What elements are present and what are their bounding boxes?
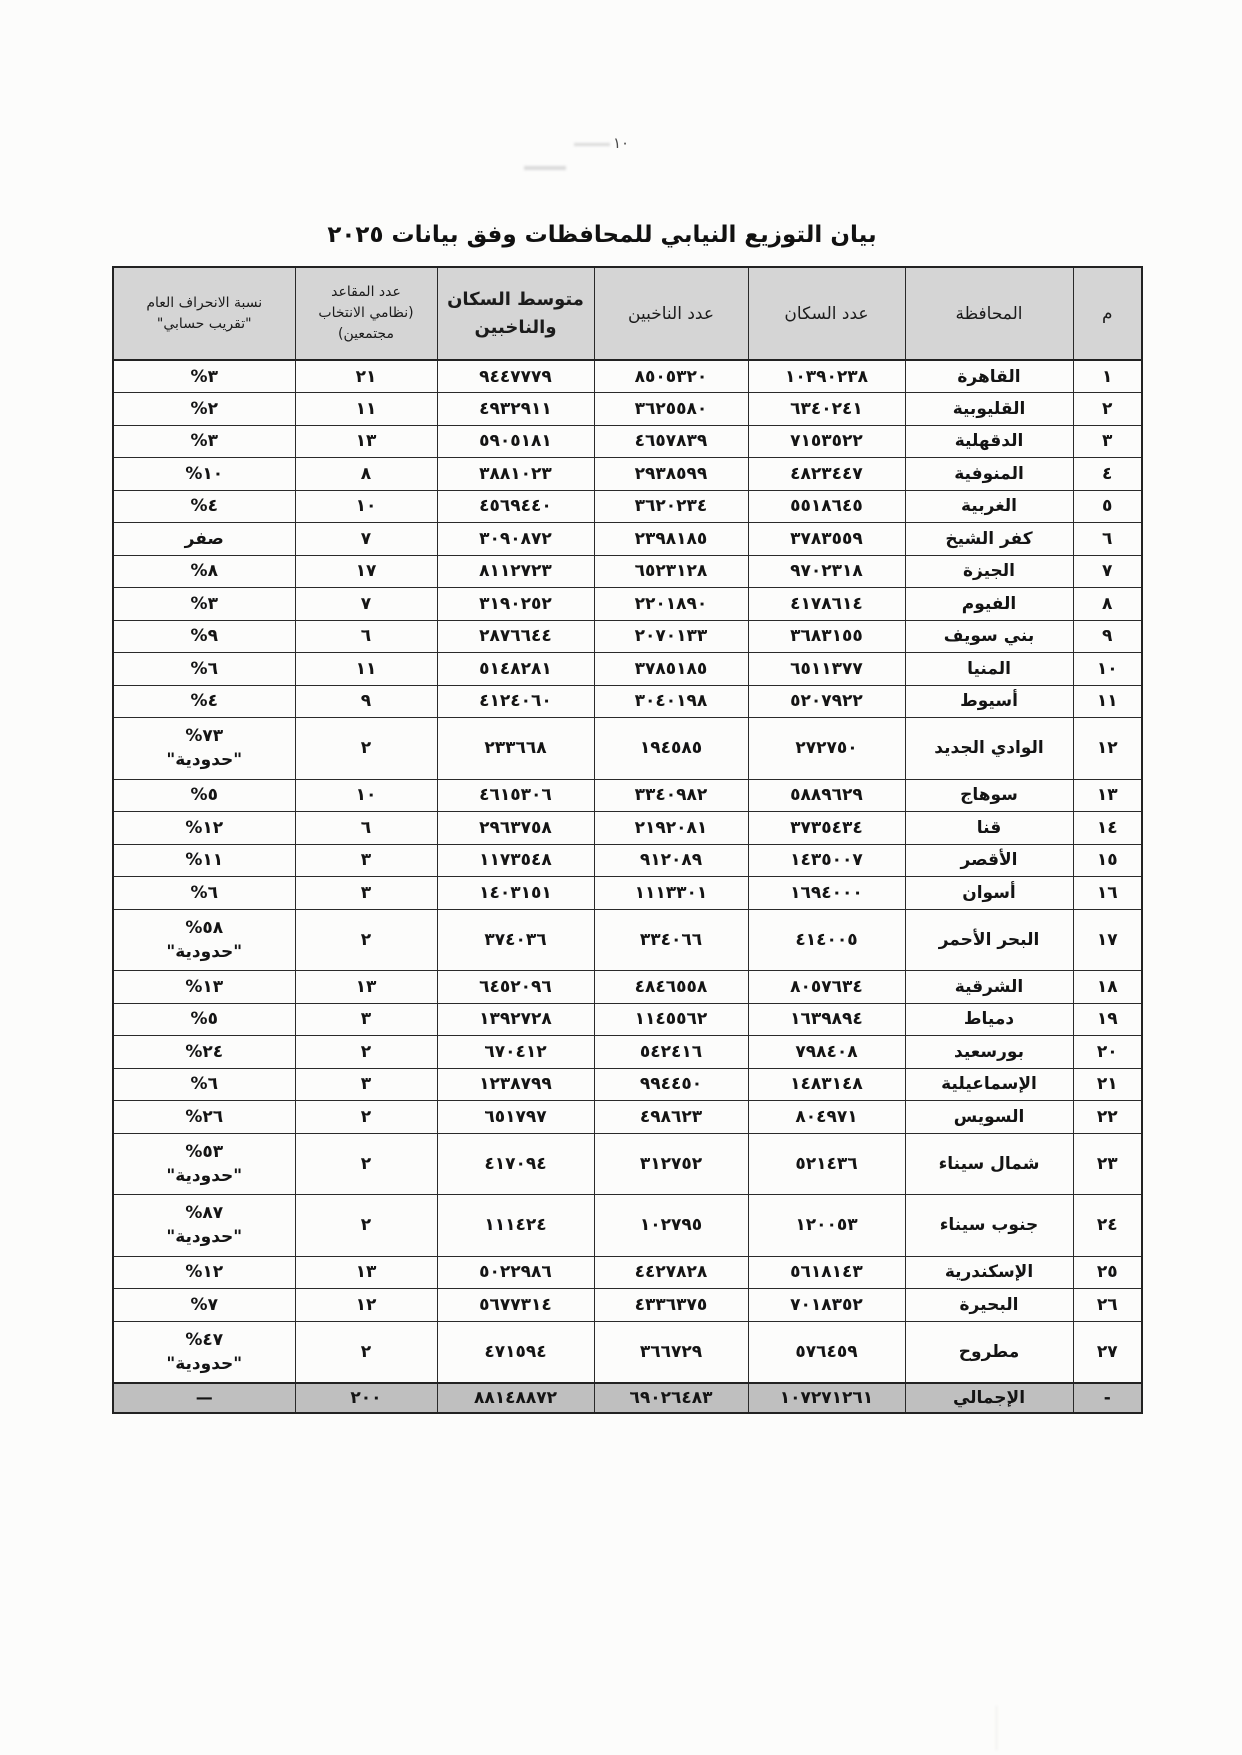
row-number-cell: ١٣ (1073, 779, 1142, 812)
average-cell: ٤١٢٤٠٦٠ (437, 685, 594, 718)
seats-cell: ٢ (295, 718, 437, 780)
voters-cell: ١١٤٥٥٦٢ (594, 1003, 748, 1036)
population-cell: ٧١٥٣٥٢٢ (748, 425, 905, 458)
voters-cell: ٢٠٧٠١٣٣ (594, 620, 748, 653)
table-row (113, 877, 1142, 910)
average-cell: ٢٣٣٦٦٨ (437, 718, 594, 780)
row-number-cell: ١٠ (1073, 653, 1142, 686)
row-number-cell: ١٥ (1073, 844, 1142, 877)
table-body (113, 360, 1142, 1413)
average-cell: ٤٥٦٩٤٤٠ (437, 490, 594, 523)
seats-cell: ٣ (295, 1003, 437, 1036)
average-cell: ٤٧١٥٩٤ (437, 1321, 594, 1383)
document-title: بيان التوزيع النيابي للمحافظات وفق بيانات ٢٠٢٥ (327, 222, 877, 248)
deviation-cell (113, 1321, 295, 1383)
table-row (113, 909, 1142, 971)
deviation-cell: ٤% (113, 685, 295, 718)
header-average (437, 267, 594, 360)
table-row (113, 1256, 1142, 1289)
voters-cell: ٦٩٠٢٦٤٨٣ (594, 1383, 748, 1413)
row-number-cell: ٦ (1073, 523, 1142, 556)
header-average-line: متوسط السكان (447, 288, 584, 310)
deviation-value: ٥٣% (185, 1141, 224, 1162)
average-cell: ٢٨٧٦٦٤٤ (437, 620, 594, 653)
governorate-cell: بورسعيد (905, 1036, 1073, 1069)
deviation-cell: ٥% (113, 1003, 295, 1036)
population-cell: ٨٠٤٩٧١ (748, 1101, 905, 1134)
table-row (113, 812, 1142, 845)
table-row (113, 490, 1142, 523)
average-cell: ٥١٤٨٢٨١ (437, 653, 594, 686)
deviation-cell: ٢% (113, 393, 295, 426)
population-cell: ٥٥١٨٦٤٥ (748, 490, 905, 523)
deviation-cell: ١١% (113, 844, 295, 877)
average-cell: ١٣٩٢٧٢٨ (437, 1003, 594, 1036)
average-cell: ٤٩٣٢٩١١ (437, 393, 594, 426)
seats-cell: ٢١ (295, 360, 437, 393)
governorate-cell: السويس (905, 1101, 1073, 1134)
deviation-cell: — (113, 1383, 295, 1413)
seats-cell: ٧ (295, 523, 437, 556)
table-row (113, 1068, 1142, 1101)
row-number-cell: ٥ (1073, 490, 1142, 523)
header-seats-line: عدد المقاعد (331, 284, 401, 300)
total-row (113, 1383, 1142, 1413)
header-seats (295, 267, 437, 360)
average-cell: ١٤٠٣١٥١ (437, 877, 594, 910)
voters-cell: ٥٤٢٤١٦ (594, 1036, 748, 1069)
table-row (113, 1195, 1142, 1257)
deviation-cell: ٣% (113, 425, 295, 458)
voters-cell: ٣٦٦٧٢٩ (594, 1321, 748, 1383)
governorate-cell: الشرقية (905, 971, 1073, 1004)
seats-cell: ١٢ (295, 1289, 437, 1322)
deviation-value: ٥٨% (185, 917, 224, 938)
header-seats-line: (نظامي الانتخاب (318, 305, 414, 321)
row-number-cell: ٣ (1073, 425, 1142, 458)
table-row (113, 653, 1142, 686)
header-seats-line: مجتمعين) (338, 326, 394, 342)
population-cell: ١٠٣٩٠٢٣٨ (748, 360, 905, 393)
deviation-cell: ٨% (113, 555, 295, 588)
header-voters: عدد الناخبين (594, 267, 748, 360)
seats-cell: ١٣ (295, 1256, 437, 1289)
row-number-cell: ٢٤ (1073, 1195, 1142, 1257)
seats-cell: ٣ (295, 877, 437, 910)
distribution-table (112, 266, 1143, 1414)
deviation-cell: ٤% (113, 490, 295, 523)
header-index: م (1073, 267, 1142, 360)
average-cell: ٥٦٧٧٣١٤ (437, 1289, 594, 1322)
population-cell: ٧٩٨٤٠٨ (748, 1036, 905, 1069)
row-number-cell: ٢١ (1073, 1068, 1142, 1101)
population-cell: ٤٨٢٣٤٤٧ (748, 458, 905, 491)
population-cell: ٥٢١٤٣٦ (748, 1133, 905, 1195)
population-cell: ٩٧٠٢٣١٨ (748, 555, 905, 588)
seats-cell: ٢ (295, 1195, 437, 1257)
governorate-cell: جنوب سيناء (905, 1195, 1073, 1257)
row-number-cell: ١٤ (1073, 812, 1142, 845)
seats-cell: ١٣ (295, 425, 437, 458)
table-row (113, 393, 1142, 426)
deviation-cell: ٦% (113, 653, 295, 686)
population-cell: ٦٣٤٠٢٤١ (748, 393, 905, 426)
deviation-cell: ١٣% (113, 971, 295, 1004)
population-cell: ١٠٧٢٧١٢٦١ (748, 1383, 905, 1413)
governorate-cell: القليوبية (905, 393, 1073, 426)
deviation-cell (113, 1195, 295, 1257)
deviation-cell: ٥% (113, 779, 295, 812)
table-row (113, 971, 1142, 1004)
seats-cell: ٢ (295, 1133, 437, 1195)
header-governorate: المحافظة (905, 267, 1073, 360)
average-cell: ٣٧٤٠٣٦ (437, 909, 594, 971)
deviation-cell: ٦% (113, 1068, 295, 1101)
deviation-cell: ٣% (113, 360, 295, 393)
population-cell: ٣٦٨٣١٥٥ (748, 620, 905, 653)
governorate-cell: دمياط (905, 1003, 1073, 1036)
voters-cell: ٤٩٨٦٢٣ (594, 1101, 748, 1134)
governorate-cell: المنيا (905, 653, 1073, 686)
seats-cell: ٧ (295, 588, 437, 621)
average-cell: ٨٨١٤٨٨٧٢ (437, 1383, 594, 1413)
deviation-cell: ٩% (113, 620, 295, 653)
table-row (113, 360, 1142, 393)
deviation-cell (113, 909, 295, 971)
row-number-cell: ١٢ (1073, 718, 1142, 780)
row-number-cell: ١ (1073, 360, 1142, 393)
row-number-cell: ٤ (1073, 458, 1142, 491)
table-row (113, 555, 1142, 588)
table-row (113, 1101, 1142, 1134)
seats-cell: ٦ (295, 812, 437, 845)
population-cell: ١٢٠٠٥٣ (748, 1195, 905, 1257)
average-cell: ٥٩٠٥١٨١ (437, 425, 594, 458)
seats-cell: ٦ (295, 620, 437, 653)
scan-smudge (524, 166, 566, 170)
voters-cell: ٤٤٢٧٨٢٨ (594, 1256, 748, 1289)
table-row (113, 779, 1142, 812)
average-cell: ٦٧٠٤١٢ (437, 1036, 594, 1069)
table-row (113, 1289, 1142, 1322)
header-average-line: والناخبين (474, 316, 557, 338)
deviation-cell: ١٢% (113, 812, 295, 845)
average-cell: ٨١١٢٧٢٣ (437, 555, 594, 588)
average-cell: ٦٥١٧٩٧ (437, 1101, 594, 1134)
average-cell: ٥٠٢٢٩٨٦ (437, 1256, 594, 1289)
header-deviation-line: نسبة الانحراف العام (146, 294, 263, 311)
deviation-cell: ٢٤% (113, 1036, 295, 1069)
average-cell: ٢٩٦٣٧٥٨ (437, 812, 594, 845)
table-row (113, 844, 1142, 877)
table-row (113, 685, 1142, 718)
population-cell: ٢٧٢٧٥٠ (748, 718, 905, 780)
row-number-cell: ١٦ (1073, 877, 1142, 910)
deviation-value: ٤٧% (185, 1329, 224, 1350)
voters-cell: ٤٣٣٦٣٧٥ (594, 1289, 748, 1322)
deviation-note: "حدودية" (166, 1353, 243, 1374)
row-number-cell: ٢ (1073, 393, 1142, 426)
deviation-cell: ١٢% (113, 1256, 295, 1289)
governorate-cell: المنوفية (905, 458, 1073, 491)
voters-cell: ١١١٣٣٠١ (594, 877, 748, 910)
table-row (113, 1003, 1142, 1036)
seats-cell: ٢٠٠ (295, 1383, 437, 1413)
average-cell: ١١١٤٢٤ (437, 1195, 594, 1257)
governorate-cell: كفر الشيخ (905, 523, 1073, 556)
average-cell: ٣٨٨١٠٢٣ (437, 458, 594, 491)
seats-cell: ١١ (295, 393, 437, 426)
seats-cell: ٨ (295, 458, 437, 491)
row-number-cell: ٢٢ (1073, 1101, 1142, 1134)
table-row (113, 620, 1142, 653)
table-header (113, 267, 1142, 360)
population-cell: ٤١٧٨٦١٤ (748, 588, 905, 621)
deviation-cell (113, 718, 295, 780)
deviation-note: "حدودية" (166, 1227, 243, 1248)
voters-cell: ٣٦٢٥٥٨٠ (594, 393, 748, 426)
table-row (113, 588, 1142, 621)
table-row (113, 1321, 1142, 1383)
deviation-note: "حدودية" (166, 750, 243, 771)
row-number-cell: ١١ (1073, 685, 1142, 718)
population-cell: ٥٨٨٩٦٢٩ (748, 779, 905, 812)
deviation-cell: صفر (113, 523, 295, 556)
population-cell: ١٤٣٥٠٠٧ (748, 844, 905, 877)
row-number-cell: - (1073, 1383, 1142, 1413)
governorate-cell: سوهاج (905, 779, 1073, 812)
voters-cell: ٤٨٤٦٥٥٨ (594, 971, 748, 1004)
average-cell: ٤٦١٥٣٠٦ (437, 779, 594, 812)
voters-cell: ٢١٩٢٠٨١ (594, 812, 748, 845)
deviation-value: ٧٣% (185, 726, 224, 747)
header-population: عدد السكان (748, 267, 905, 360)
population-cell: ٤١٤٠٠٥ (748, 909, 905, 971)
voters-cell: ٣٠٤٠١٩٨ (594, 685, 748, 718)
seats-cell: ٩ (295, 685, 437, 718)
average-cell: ٩٤٤٧٧٧٩ (437, 360, 594, 393)
governorate-cell: بني سويف (905, 620, 1073, 653)
seats-cell: ٢ (295, 1036, 437, 1069)
seats-cell: ١١ (295, 653, 437, 686)
table-row (113, 718, 1142, 780)
table-row (113, 425, 1142, 458)
deviation-value: ٨٧% (185, 1203, 224, 1224)
voters-cell: ٩٩٤٤٥٠ (594, 1068, 748, 1101)
governorate-cell: الأقصر (905, 844, 1073, 877)
row-number-cell: ١٨ (1073, 971, 1142, 1004)
table-row (113, 523, 1142, 556)
governorate-cell: الإسماعيلية (905, 1068, 1073, 1101)
average-cell: ٦٤٥٢٠٩٦ (437, 971, 594, 1004)
average-cell: ٣١٩٠٢٥٢ (437, 588, 594, 621)
governorate-cell: أسوان (905, 877, 1073, 910)
governorate-cell: القاهرة (905, 360, 1073, 393)
row-number-cell: ٢٥ (1073, 1256, 1142, 1289)
population-cell: ١٤٨٣١٤٨ (748, 1068, 905, 1101)
voters-cell: ٢٢٠١٨٩٠ (594, 588, 748, 621)
voters-cell: ٣٧٨٥١٨٥ (594, 653, 748, 686)
deviation-cell: ٣% (113, 588, 295, 621)
governorate-cell: البحيرة (905, 1289, 1073, 1322)
deviation-note: "حدودية" (166, 941, 243, 962)
row-number-cell: ٢٠ (1073, 1036, 1142, 1069)
seats-cell: ٢ (295, 909, 437, 971)
population-cell: ٨٠٥٧٦٣٤ (748, 971, 905, 1004)
seats-cell: ١٠ (295, 490, 437, 523)
governorate-cell: الوادي الجديد (905, 718, 1073, 780)
header-deviation (113, 267, 295, 360)
deviation-cell: ٧% (113, 1289, 295, 1322)
governorate-cell: الإسكندرية (905, 1256, 1073, 1289)
governorate-cell: الجيزة (905, 555, 1073, 588)
population-cell: ٥٢٠٧٩٢٢ (748, 685, 905, 718)
seats-cell: ٢ (295, 1101, 437, 1134)
row-number-cell: ٧ (1073, 555, 1142, 588)
header-deviation-line: "تقريب حسابي" (156, 315, 252, 332)
governorate-cell: الإجمالي (905, 1383, 1073, 1413)
governorate-cell: الغربية (905, 490, 1073, 523)
seats-cell: ١٠ (295, 779, 437, 812)
table-row (113, 1133, 1142, 1195)
population-cell: ٥٦١٨١٤٣ (748, 1256, 905, 1289)
population-cell: ٣٧٨٣٥٥٩ (748, 523, 905, 556)
row-number-cell: ٢٦ (1073, 1289, 1142, 1322)
governorate-cell: قنا (905, 812, 1073, 845)
row-number-cell: ١٩ (1073, 1003, 1142, 1036)
page-number: ١٠ (612, 134, 630, 152)
deviation-cell: ٦% (113, 877, 295, 910)
deviation-cell (113, 1133, 295, 1195)
row-number-cell: ٨ (1073, 588, 1142, 621)
voters-cell: ٩١٢٠٨٩ (594, 844, 748, 877)
seats-cell: ٢ (295, 1321, 437, 1383)
row-number-cell: ٩ (1073, 620, 1142, 653)
voters-cell: ٣٣٤٠٩٨٢ (594, 779, 748, 812)
seats-cell: ١٣ (295, 971, 437, 1004)
population-cell: ٣٧٣٥٤٣٤ (748, 812, 905, 845)
governorate-cell: شمال سيناء (905, 1133, 1073, 1195)
average-cell: ٣٠٩٠٨٧٢ (437, 523, 594, 556)
seats-cell: ٣ (295, 844, 437, 877)
deviation-note: "حدودية" (166, 1165, 243, 1186)
voters-cell: ٣٣٤٠٦٦ (594, 909, 748, 971)
scan-smudge (996, 1706, 997, 1750)
voters-cell: ٦٥٢٣١٢٨ (594, 555, 748, 588)
governorate-cell: أسيوط (905, 685, 1073, 718)
voters-cell: ٢٩٣٨٥٩٩ (594, 458, 748, 491)
voters-cell: ١٩٤٥٨٥ (594, 718, 748, 780)
deviation-cell: ١٠% (113, 458, 295, 491)
governorate-cell: الفيوم (905, 588, 1073, 621)
voters-cell: ٤٦٥٧٨٣٩ (594, 425, 748, 458)
governorate-cell: مطروح (905, 1321, 1073, 1383)
table-row (113, 458, 1142, 491)
voters-cell: ١٠٢٧٩٥ (594, 1195, 748, 1257)
seats-cell: ١٧ (295, 555, 437, 588)
average-cell: ٤١٧٠٩٤ (437, 1133, 594, 1195)
voters-cell: ٨٥٠٥٣٢٠ (594, 360, 748, 393)
seats-cell: ٣ (295, 1068, 437, 1101)
population-cell: ٥٧٦٤٥٩ (748, 1321, 905, 1383)
voters-cell: ٣٦٢٠٢٣٤ (594, 490, 748, 523)
row-number-cell: ١٧ (1073, 909, 1142, 971)
average-cell: ١١٧٣٥٤٨ (437, 844, 594, 877)
population-cell: ١٦٣٩٨٩٤ (748, 1003, 905, 1036)
average-cell: ١٢٣٨٧٩٩ (437, 1068, 594, 1101)
population-cell: ٦٥١١٣٧٧ (748, 653, 905, 686)
governorate-cell: الدقهلية (905, 425, 1073, 458)
deviation-cell: ٢٦% (113, 1101, 295, 1134)
header-row (113, 267, 1142, 360)
voters-cell: ٢٣٩٨١٨٥ (594, 523, 748, 556)
governorate-cell: البحر الأحمر (905, 909, 1073, 971)
population-cell: ١٦٩٤٠٠٠ (748, 877, 905, 910)
row-number-cell: ٢٣ (1073, 1133, 1142, 1195)
voters-cell: ٣١٢٧٥٢ (594, 1133, 748, 1195)
population-cell: ٧٠١٨٣٥٢ (748, 1289, 905, 1322)
table-row (113, 1036, 1142, 1069)
row-number-cell: ٢٧ (1073, 1321, 1142, 1383)
